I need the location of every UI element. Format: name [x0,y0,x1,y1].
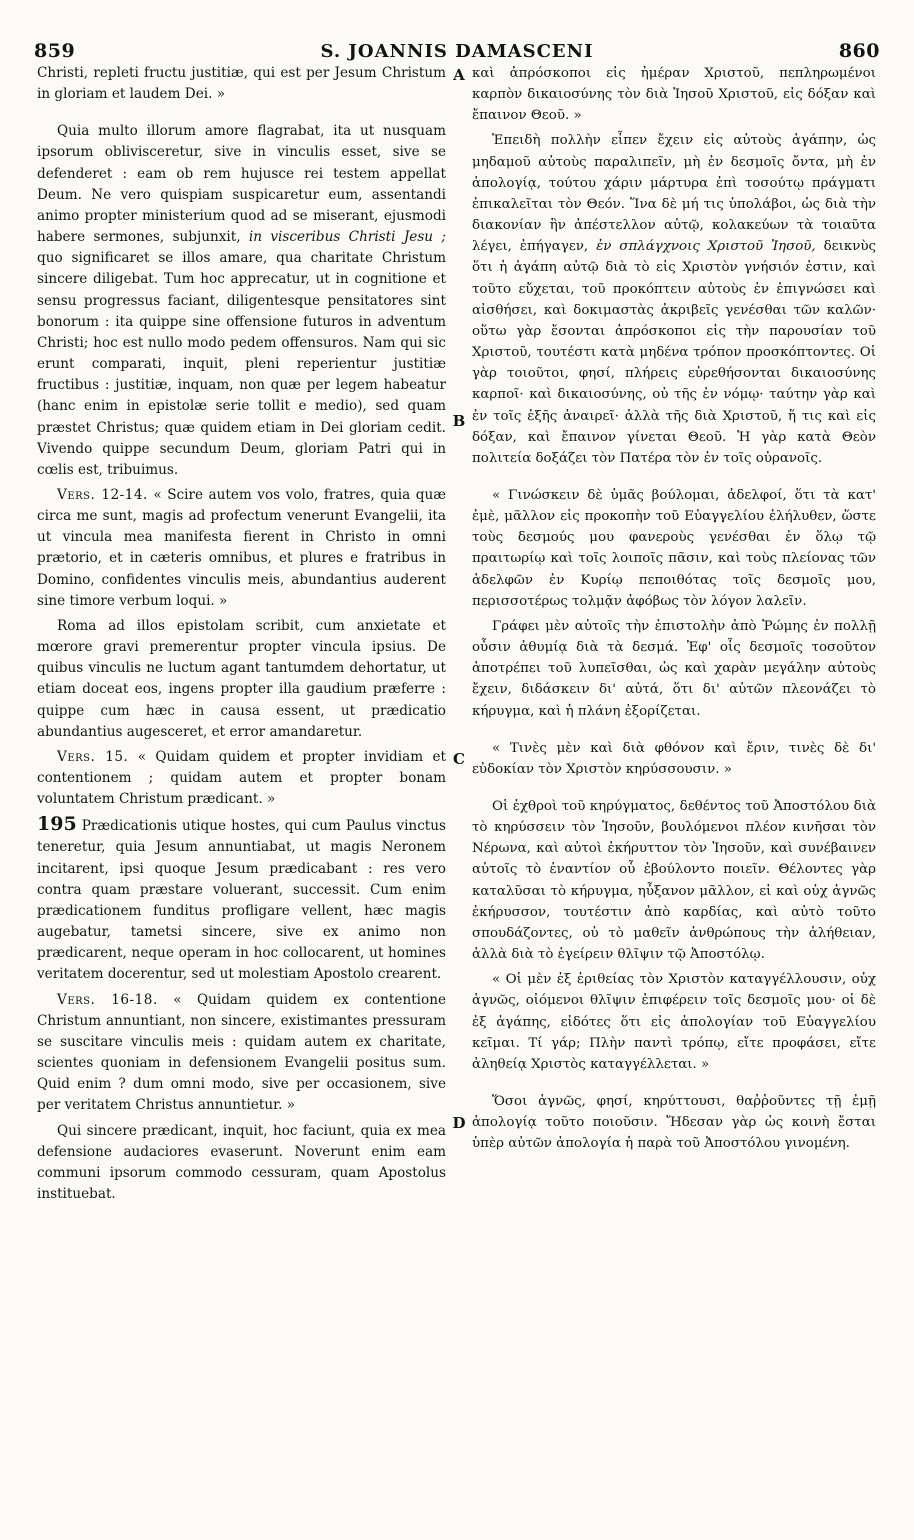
latin-paragraph [37,121,446,481]
latin-column [37,63,446,1205]
margin-marker-a: A [453,66,465,84]
column-number: 195 [37,813,77,836]
verse-label: Vers. 12-14. [57,486,148,503]
greek-text: Ἐπειδὴ πολλὴν εἶπεν ἔχειν εἰς αὐτοὺς ἀγάπην, ὡς μηδαμοῦ αὐτοὺς παραλιπεῖν, μὴ ἐν δεσμοῖς ὄντα, μὴ ἐν ἀπολογίᾳ, τούτου χάριν μάρτυρα ἐπὶ τοσούτῳ πράγματι ἐπικαλεῖται τὸν Θεόν. Ἵνα δὲ μή τις ὑπολάβοι, ὡς διὰ τὴν διακονίαν ἣν ἀπέστελλον αὐτῷ, κολακεύων τὰ τοιαῦτα λέγει, ἐπήγαγεν, [472,133,876,255]
margin-marker-d: D [452,1114,466,1132]
latin-paragraph [37,814,446,985]
latin-verse [37,990,446,1117]
latin-paragraph: Roma ad illos epistolam scribit, cum anxietate et mœrore gravi premerentur propter vincula ipsius. De quibus vinculis ne luctum agant tantumdem dehortatur, ut etiam doceat eos, ingens propter illa gaudium præferre : quippe cum hæc in causa essent, ut prædicatio abundantius augesceret, et error amandaretur. [37,617,446,740]
greek-paragraph: Ὅσοι ἁγνῶς, φησί, κηρύττουσι, θαῤῥοῦντες τῇ ἐμῇ ἀπολογίᾳ τοῦτο ποιοῦσιν. Ἤδεσαν γὰρ ὡς κοινὴ ἔσται ὑπὲρ αὐτῶν ἀπολογία ἡ παρὰ τοῦ Ἀποστόλου γινομένη. [472,1094,876,1152]
latin-italic-quote: in visceribus Christi Jesu ; [248,229,447,246]
running-header [34,40,880,62]
latin-verse [37,747,446,810]
latin-text: Quia multo illorum amore flagrabat, ita ut nusquam ipsorum oblivisceretur, sive in vinculis esset, sive se defenderet : eam ob rem hujusce rei testem appellat Deum. Ne vero quispiam suspicaretur eum, assentandi animo propter ministerium quod ad se miserant, ejusmodi habere sermones, subjunxit, [37,123,446,246]
greek-italic-quote: ἐν σπλάγχνοις Χριστοῦ Ἰησοῦ, [596,239,816,255]
latin-text: quo significaret se illos amare, qua charitate Christum sincere diligebat. Tum hoc apprecatur, ut in cognitione et sensu progressus faciant, diligentesque pensitatores sint bonorum : ita quippe sine offensione futuros in adventum Christi; hoc est nullo modo pedem offensuros. Nam qui sic erunt comparati, inquit, pleni reperientur justitiæ fructibus : justitiæ, inquam, non quæ per legem habeatur (hanc enim in epistolæ serie tollit e medio), sed quam præstet Christus; quæ quidem etiam in Dei gloriam cedit. Vivendo quippe secundum Deum, gloriam Patri qui in cœlis est, tribuimus. [37,250,446,478]
latin-paragraph: Christi, repleti fructu justitiæ, qui est per Jesum Christum in gloriam et laudem Dei. » [37,65,446,103]
latin-paragraph: Qui sincere prædicant, inquit, hoc faciunt, quia ex mea defensione audaciores evaserunt. Noverunt enim eam communi ipsorum commodo cessuram, quam Apostolus instituebat. [37,1122,446,1202]
verse-text: « Scire autem vos volo, fratres, quia quæ circa me sunt, magis ad profectum venerunt Evangelii, ita ut vincula mea manifesta fierent in Christo in omni prætorio, et in cæteris omnibus, et plures e fratribus in Domino, confidentes vinculis meis, abundantius auderent sine timore verbum loqui. » [37,486,446,609]
margin-marker-c: C [453,750,465,768]
greek-verse: « Γινώσκειν δὲ ὑμᾶς βούλομαι, ἀδελφοί, ὅτι τὰ κατ' ἐμὲ, μᾶλλον εἰς προκοπὴν τοῦ Εὐαγγελίου ἐλήλυθεν, ὥστε τοὺς δεσμούς μου φανεροὺς γενέσθαι ἐν ὅλῳ τῷ πραιτωρίῳ καὶ τοῖς λοιποῖς πᾶσιν, καὶ τοὺς πλείονας τῶν ἀδελφῶν ἐν Κυρίῳ πεποιθότας τοῖς δεσμοῖς μου, περισσοτέρως τολμᾷν ἀφόβως τὸν λόγον λαλεῖν. [472,487,876,609]
page-number-right: 860 [838,40,880,62]
greek-verse: « Τινὲς μὲν καὶ διὰ φθόνον καὶ ἔριν, τινὲς δὲ δι' εὐδοκίαν τὸν Χριστὸν κηρύσσουσιν. » [472,740,876,777]
verse-text: « Quidam quidem ex contentione Christum annuntiant, non sincere, existimantes pressuram se suscitare vinculis meis : quidam autem ex charitate, scientes quoniam in defensionem Evangelii positus sum. Quid enim ? dum omni modo, sive per occasionem, sive per veritatem Christus annuntietur. » [37,991,446,1114]
margin-marker-b: B [452,412,466,430]
greek-paragraph [472,130,876,469]
greek-text: δεικνὺς ὅτι ἡ ἀγάπη αὐτῷ διὰ τὸ εἰς Χριστὸν γνήσιόν ἐστιν, καὶ τοῦτο εὔχεται, τοῦ προκόπτειν αὐτοὺς ἐν ἐπιγνώσει καὶ αἰσθήσει, καὶ δοκιμαστὰς ἀκριβεῖς γενέσθαι τῶν καλῶν· οὕτω γὰρ ἔσονται ἀπρόσκοποι εἰς τὴν παρουσίαν τοῦ Χριστοῦ, τουτέστι κατὰ μηδένα τρόπον προσκόπτοντες. Οἱ γὰρ τοιοῦτοι, φησί, πλήρεις εὑρεθήσονται δικαιοσύνης καρποῖ· καὶ δικαιοσύνης, οὐ τῆς ἐν νόμῳ· ταύτην γὰρ καὶ ἐν τοῖς ἑξῆς ἀναιρεῖ· ἀλλὰ τῆς διὰ Χριστοῦ, ἥ τις καὶ εἰς δόξαν, καὶ ἔπαινον γίνεται Θεοῦ. Ἡ γὰρ κατὰ Θεὸν πολιτεία δοξάζει τὸν Πατέρα τὸν ἐν τοῖς οὐρανοῖς. [472,239,876,466]
greek-paragraph: καὶ ἀπρόσκοποι εἰς ἡμέραν Χριστοῦ, πεπληρωμένοι καρπὸν δικαιοσύνης τὸν διὰ Ἰησοῦ Χριστοῦ, εἰς δόξαν καὶ ἔπαινον Θεοῦ. » [472,66,876,124]
running-title: S. JOANNIS DAMASCENI [320,41,594,62]
greek-verse: « Οἱ μὲν ἐξ ἐριθείας τὸν Χριστὸν καταγγέλλουσιν, οὐχ ἁγνῶς, οἰόμενοι θλῖψιν ἐπιφέρειν τοῖς δεσμοῖς μου· οἱ δὲ ἐξ ἀγάπης, εἰδότες ὅτι εἰς ἀπολογίαν τοῦ Εὐαγγελίου κεῖμαι. Τί γάρ; Πλὴν παντὶ τρόπῳ, εἴτε προφάσει, εἴτε ἀληθείᾳ Χριστὸς καταγγέλλεται. » [472,972,876,1072]
verse-text: « Quidam quidem et propter invidiam et contentionem ; quidam autem et propter bonam voluntatem Christum prædicant. » [37,748,446,808]
verse-label: Vers. 15. [57,748,129,765]
verse-label: Vers. 16-18. [57,991,158,1008]
page-number-left: 859 [34,40,76,62]
latin-verse [37,485,446,612]
greek-paragraph: Γράφει μὲν αὐτοῖς τὴν ἐπιστολὴν ἀπὸ Ῥώμης ἐν πολλῇ οὖσιν ἀθυμίᾳ διὰ τὰ δεσμά. Ἐφ' οἷς δεσμοῖς τοσοῦτον ἀποτρέπει τοῦ λυπεῖσθαι, ὡς καὶ χαρὰν μεγάλην αὐτοὺς ἔχειν, διδάσκειν δι' αὐτά, ὅτι δι' αὐτῶν πλεονάζει τὸ κήρυγμα, καὶ ἡ πλάνη ἐξορίζεται. [472,618,876,719]
latin-text: Prædicationis utique hostes, qui cum Paulus vinctus teneretur, quia Jesum annuntiabat, ut magis Neronem incitarent, ipsi quoque Jesum prædicabant : res vero contra quam præstare voluerant, successit. Cum enim prædicationem funditus profligare vellent, hæc magis augebatur, tametsi sincere, sive ex animo non prædicarent, neque operam in hoc collocarent, ut homines veritatem docerentur, sed ut molestiam Apostolo crearent. [37,818,446,983]
greek-column [472,63,876,1155]
greek-paragraph: Οἱ ἐχθροὶ τοῦ κηρύγματος, δεθέντος τοῦ Ἀποστόλου διὰ τὸ κηρύσσειν τὸν Ἰησοῦν, βουλόμενοι πλέον κινῆσαι τὸν Νέρωνα, καὶ αὐτοὶ ἐκήρυττον τὸν Ἰησοῦν, καὶ συνέβαινεν αὐτοῖς τὸ ἐναντίον οὗ ἐβούλοντο ποιεῖν. Θέλοντες γὰρ καταλῦσαι τὸ κήρυγμα, ηὖξανον μᾶλλον, εἰ καὶ οὐχ ἁγνῶς ἐκήρυσσον, τουτέστιν ἀπὸ καρδίας, καὶ αὐτὸ τοῦτο σπουδάζοντες, οὐ τὸ μαθεῖν ἀνθρώπους τὴν ἀλήθειαν, ἀλλὰ διὰ τὸ ἐγείρειν θλῖψιν τῷ Ἀποστόλῳ. [472,799,876,963]
